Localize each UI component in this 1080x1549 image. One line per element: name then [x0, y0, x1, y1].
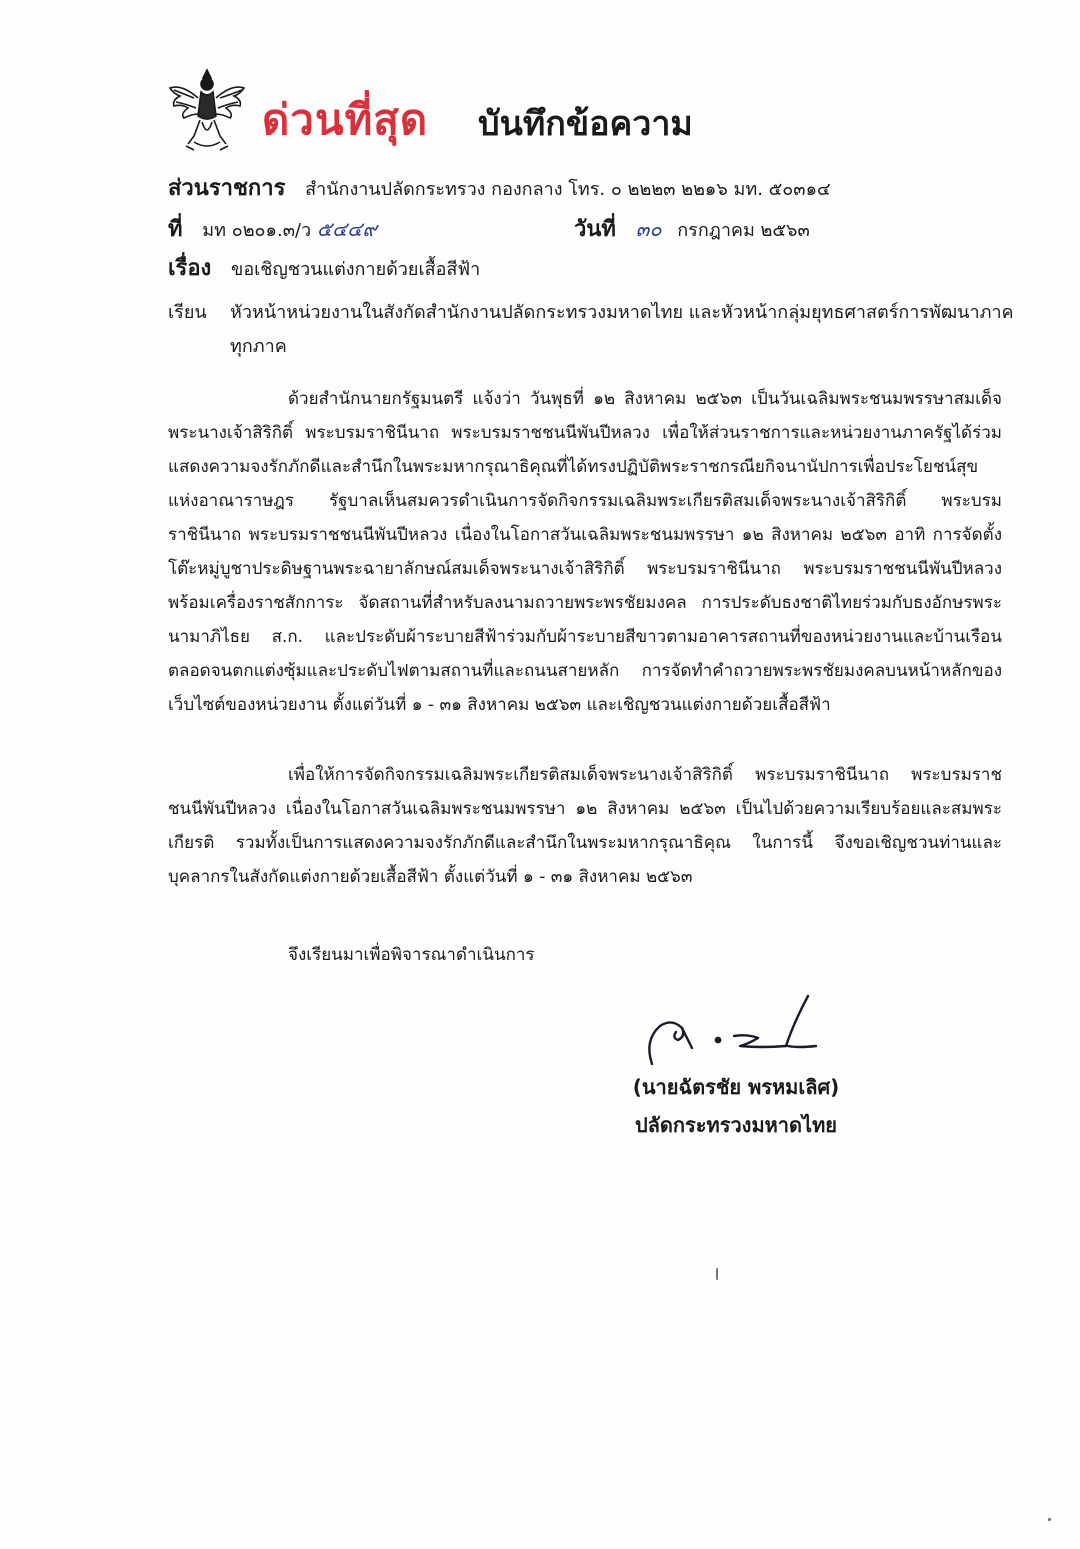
subject-label: เรื่อง — [168, 256, 212, 281]
ref-line — [168, 214, 377, 246]
date-handwritten-day: ๓๐ — [635, 217, 662, 241]
signatory-position: ปลัดกระทรวงมหาดไทย — [634, 1113, 837, 1137]
handwritten-signature — [638, 982, 838, 1072]
body-paragraph-1: ด้วยสำนักนายกรัฐมนตรี แจ้งว่า วันพุธที่ ๑๒ สิงหาคม ๒๕๖๓ เป็นวันเฉลิมพระชนมพรรษาสมเด็จพระนางเจ้าสิริกิติ์ พระบรมราชินีนาถ พระบรมราชชนนีพันปีหลวง เพื่อให้ส่วนราชการและหน่วยงานภาครัฐได้ร่วมแสดงความจงรักภักดีและสำนึกในพระมหากรุณาธิคุณที่ได้ทรงปฏิบัติพระราชกรณียกิจนานัปการเพื่อประโยชน์สุขแห่งอาณาราษฎร รัฐบาลเห็นสมควรดำเนินการจัดกิจกรรมเฉลิมพระเกียรติสมเด็จพระนางเจ้าสิริกิติ์ พระบรมราชินีนาถ พระบรมราชชนนีพันปีหลวง เนื่องในโอกาสวันเฉลิมพระชนมพรรษา ๑๒ สิงหาคม ๒๕๖๓ อาทิ การจัดตั้งโต๊ะหมู่บูชาประดิษฐานพระฉายาลักษณ์สมเด็จพระนางเจ้าสิริกิติ์ พระบรมราชินีนาถ พระบรมราชชนนีพันปีหลวง พร้อมเครื่องราชสักการะ จัดสถานที่สำหรับลงนามถวายพระพรชัยมงคล การประดับธงชาติไทยร่วมกับธงอักษรพระนามาภิไธย ส.ก. และประดับผ้าระบายสีฟ้าร่วมกับผ้าระบายสีขาวตามอาคารสถานที่ของหน่วยงานและบ้านเรือน ตลอดจนตกแต่งซุ้มและประดับไฟตามสถานที่และถนนสายหลัก การจัดทำคำถวายพระพรชัยมงคลบนหน้าหลักของเว็บไซต์ของหน่วยงาน ตั้งแต่วันที่ ๑ - ๓๑ สิงหาคม ๒๕๖๓ และเชิญชวนแต่งกายด้วยเสื้อสีฟ้า — [168, 389, 1002, 715]
scan-speck — [716, 1268, 718, 1280]
ref-value: มท ๐๒๐๑.๓/ว — [202, 220, 312, 241]
signatory-name: (นายฉัตรชัย พรหมเลิศ) — [632, 1075, 840, 1099]
date-value: กรกฎาคม ๒๕๖๓ — [677, 220, 810, 241]
date-label: วันที่ — [574, 217, 616, 242]
body-paragraph-2: เพื่อให้การจัดกิจกรรมเฉลิมพระเกียรติสมเด็จพระนางเจ้าสิริกิติ์ พระบรมราชินีนาถ พระบรมราชชนนีพันปีหลวง เนื่องในโอกาสวันเฉลิมพระชนมพรรษา ๑๒ สิงหาคม ๒๕๖๓ เป็นไปด้วยความเรียบร้อยและสมพระเกียรติ รวมทั้งเป็นการแสดงความจงรักภักดีและสำนึกในพระมหากรุณาธิคุณ ในการนี้ จึงขอเชิญชวนท่านและบุคลากรในสังกัดแต่งกายด้วยเสื้อสีฟ้า ตั้งแต่วันที่ ๑ - ๓๑ สิงหาคม ๒๕๖๓ — [168, 765, 1002, 887]
salutation-label: เรียน — [168, 302, 207, 323]
ref-label: ที่ — [168, 217, 183, 242]
agency-line — [168, 174, 831, 205]
subject-line — [168, 254, 480, 285]
agency-value: สำนักงานปลัดกระทรวง กองกลาง โทร. ๐ ๒๒๒๓ ๒๒๑๖ มท. ๕๐๓๑๔ — [305, 179, 831, 200]
memo-title: บันทึกข้อความ — [478, 104, 693, 144]
garuda-emblem-icon — [164, 64, 250, 154]
subject-value: ขอเชิญชวนแต่งกายด้วยเสื้อสีฟ้า — [231, 259, 481, 280]
urgency-stamp: ด่วนที่สุด — [262, 95, 429, 144]
agency-label: ส่วนราชการ — [168, 176, 286, 201]
closing-line: จึงเรียนมาเพื่อพิจารณาดำเนินการ — [288, 945, 535, 965]
date-line — [574, 214, 810, 246]
ref-handwritten-number: ๕๔๔๙ — [316, 217, 377, 241]
salutation-value: หัวหน้าหน่วยงานในสังกัดสำนักงานปลัดกระทรวงมหาดไทย และหัวหน้ากลุ่มยุทธศาสตร์การพัฒนาภาคทุกภาค — [230, 302, 1014, 357]
scan-speck — [1048, 1518, 1051, 1521]
